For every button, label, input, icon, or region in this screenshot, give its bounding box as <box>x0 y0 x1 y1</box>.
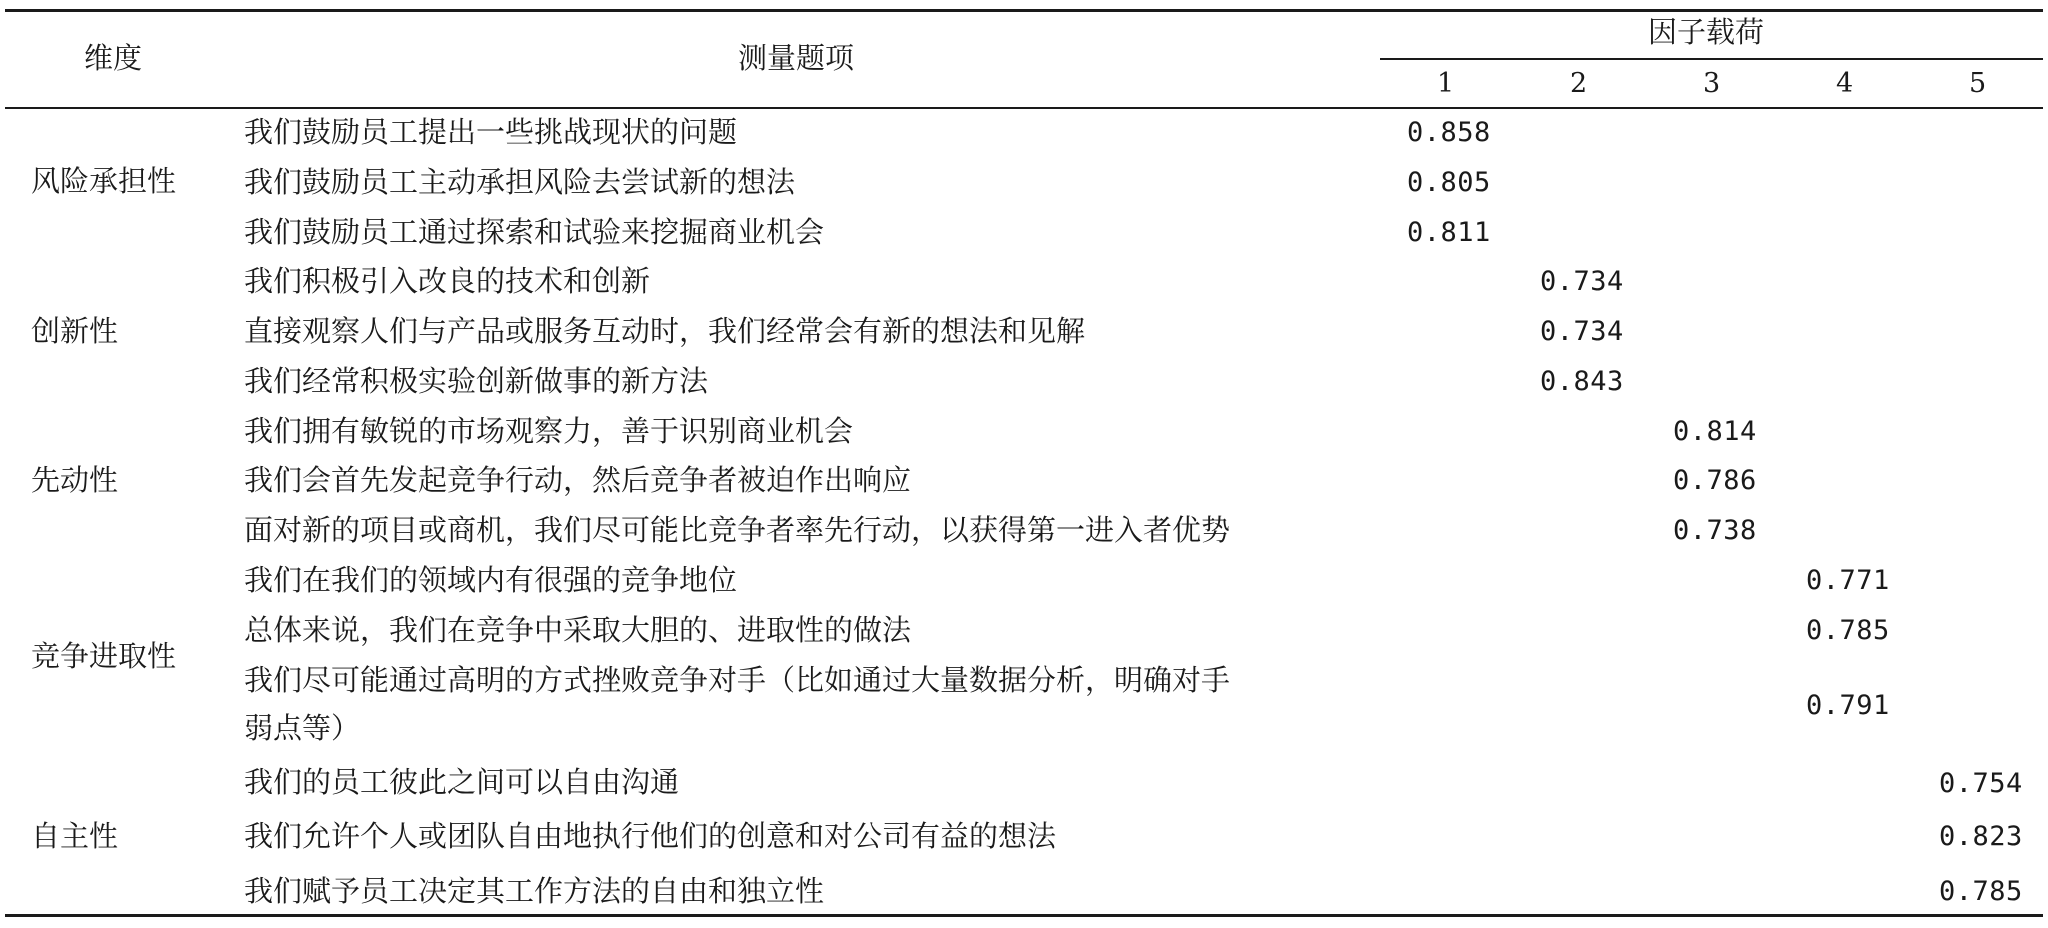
loading-value: 0.791 <box>1806 690 1890 721</box>
dimension-label: 创新性 <box>31 314 119 348</box>
loading-value: 0.823 <box>1939 821 2023 852</box>
item-text: 我们允许个人或团队自由地执行他们的创意和对公司有益的想法 <box>244 819 1057 853</box>
header-rule <box>5 107 2043 109</box>
item-text-line1: 我们尽可能通过高明的方式挫败竞争对手（比如通过大量数据分析，明确对手 <box>244 663 1231 697</box>
loading-value: 0.805 <box>1407 167 1491 198</box>
header-items: 测量题项 <box>738 41 855 75</box>
item-text: 我们鼓励员工主动承担风险去尝试新的想法 <box>244 165 796 199</box>
factor-col-5: 5 <box>1969 68 1987 99</box>
item-text-line2: 弱点等） <box>244 711 361 745</box>
header-dimension: 维度 <box>84 41 143 75</box>
item-text: 面对新的项目或商机，我们尽可能比竞争者率先行动，以获得第一进入者优势 <box>244 513 1231 547</box>
factor-col-4: 4 <box>1836 68 1854 99</box>
item-text: 我们在我们的领域内有很强的竞争地位 <box>244 563 738 597</box>
item-text: 我们鼓励员工通过探索和试验来挖掘商业机会 <box>244 215 825 249</box>
factor-col-2: 2 <box>1570 68 1588 99</box>
item-text: 总体来说，我们在竞争中采取大胆的、进取性的做法 <box>244 613 912 647</box>
item-text: 我们拥有敏锐的市场观察力，善于识别商业机会 <box>244 414 854 448</box>
loading-value: 0.786 <box>1673 465 1757 496</box>
item-text: 我们经常积极实验创新做事的新方法 <box>244 364 709 398</box>
item-text: 我们会首先发起竞争行动，然后竞争者被迫作出响应 <box>244 463 912 497</box>
bottom-rule <box>5 914 2043 917</box>
dimension-label: 自主性 <box>31 819 119 853</box>
dimension-label: 风险承担性 <box>31 164 177 198</box>
header-loadings: 因子载荷 <box>1648 15 1765 49</box>
item-text: 我们的员工彼此之间可以自由沟通 <box>244 765 680 799</box>
item-text: 我们赋予员工决定其工作方法的自由和独立性 <box>244 874 825 908</box>
loading-value: 0.738 <box>1673 515 1757 546</box>
item-text: 我们积极引入改良的技术和创新 <box>244 264 651 298</box>
dimension-label: 先动性 <box>31 463 119 497</box>
loading-value: 0.785 <box>1806 615 1890 646</box>
factor-col-1: 1 <box>1437 68 1455 99</box>
factor-col-3: 3 <box>1703 68 1721 99</box>
loading-value: 0.754 <box>1939 768 2023 799</box>
loadings-subrule <box>1380 58 2043 60</box>
loading-value: 0.785 <box>1939 876 2023 907</box>
item-text: 直接观察人们与产品或服务互动时，我们经常会有新的想法和见解 <box>244 314 1086 348</box>
loading-value: 0.814 <box>1673 416 1757 447</box>
loading-value: 0.734 <box>1540 316 1624 347</box>
item-text: 我们鼓励员工提出一些挑战现状的问题 <box>244 115 738 149</box>
dimension-label: 竞争进取性 <box>31 639 177 673</box>
loading-value: 0.811 <box>1407 217 1491 248</box>
top-rule <box>5 9 2043 12</box>
loading-value: 0.858 <box>1407 117 1491 148</box>
loading-value: 0.734 <box>1540 266 1624 297</box>
loading-value: 0.771 <box>1806 565 1890 596</box>
loading-value: 0.843 <box>1540 366 1624 397</box>
